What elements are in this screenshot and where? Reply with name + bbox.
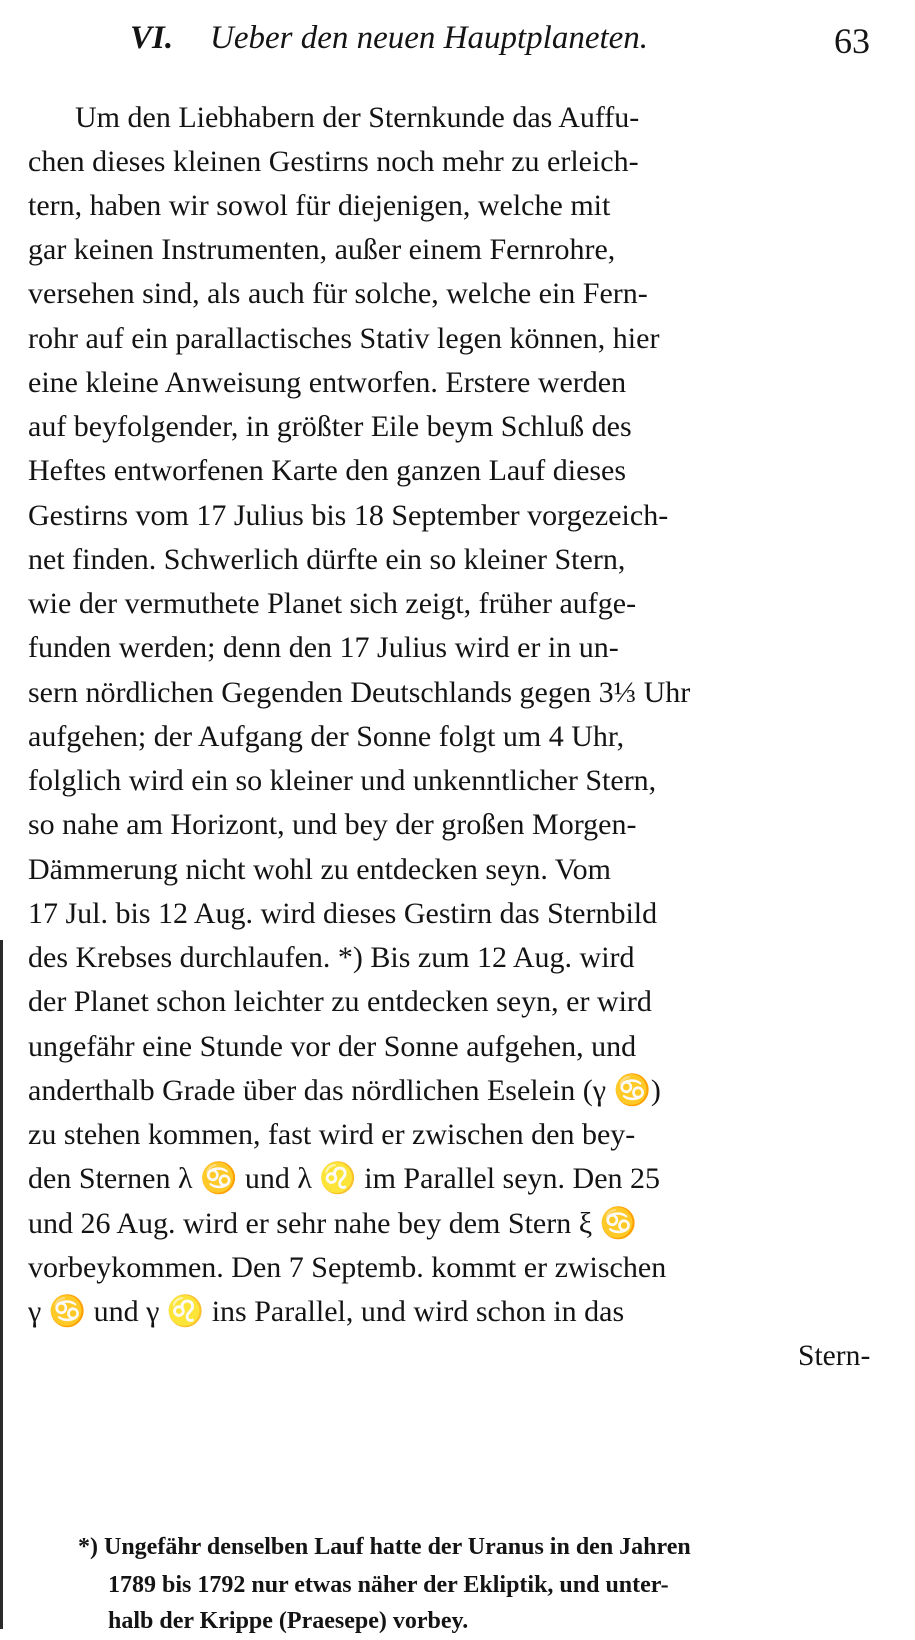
body-line: Heftes entworfenen Karte den ganzen Lauf dieses [28,454,627,487]
body-line: wie der vermuthete Planet sich zeigt, früher aufge- [28,587,637,620]
body-line: sern nördlichen Gegenden Deutschlands gegen 3⅓ Uhr [28,676,691,709]
body-line: funden werden; denn den 17 Julius wird er in un- [28,631,619,664]
footnote-line: halb der Krippe (Praesepe) vorbey. [108,1608,469,1634]
body-line: der Planet schon leichter zu entdecken seyn, er wird [28,985,652,1018]
body-line: eine kleine Anweisung entworfen. Erstere werden [28,366,627,399]
body-line: so nahe am Horizont, und bey der großen Morgen- [28,808,637,841]
body-line: zu stehen kommen, fast wird er zwischen den bey- [28,1118,636,1151]
body-line: ungefähr eine Stunde vor der Sonne aufgehen, und [28,1030,637,1063]
body-line: chen dieses kleinen Gestirns noch mehr zu erleich- [28,145,639,178]
page-number: 63 [834,21,870,61]
body-line: tern, haben wir sowol für diejenigen, welche mit [28,189,611,222]
body-line: vorbeykommen. Den 7 Septemb. kommt er zwischen [28,1251,667,1284]
body-line: des Krebses durchlaufen. *) Bis zum 12 Aug. wird [28,941,635,974]
body-line: auf beyfolgender, in größter Eile beym Schluß des [28,410,632,443]
body-line: rohr auf ein parallactisches Stativ legen können, hier [28,322,660,355]
body-line: aufgehen; der Aufgang der Sonne folgt um 4 Uhr, [28,720,625,753]
body-line: und 26 Aug. wird er sehr nahe bey dem Stern ξ ♋ [28,1207,637,1240]
body-line: versehen sind, als auch für solche, welche ein Fern- [28,277,648,310]
footnote-line: *) Ungefähr denselben Lauf hatte der Uranus in den Jahren [78,1534,691,1560]
body-line: γ ♋ und γ ♌ ins Parallel, und wird schon in das [28,1295,625,1328]
running-head [120,20,870,74]
running-title: Ueber den neuen Hauptplaneten. [210,20,649,56]
page-edge-rule [0,940,3,1629]
body-line: Gestirns vom 17 Julius bis 18 September vorgezeich- [28,499,669,532]
body-line: Um den Liebhabern der Sternkunde das Auffu- [75,101,640,134]
body-line: net finden. Schwerlich dürfte ein so kleiner Stern, [28,543,626,576]
body-line: gar keinen Instrumenten, außer einem Fernrohre, [28,233,616,266]
body-line: Dämmerung nicht wohl zu entdecken seyn. Vom [28,853,611,886]
body-line: den Sternen λ ♋ und λ ♌ im Parallel seyn. Den 25 [28,1162,661,1195]
section-number: VI. [130,20,174,56]
footnote-line: 1789 bis 1792 nur etwas näher der Ekliptik, und unter- [108,1572,669,1598]
body-line: 17 Jul. bis 12 Aug. wird dieses Gestirn das Sternbild [28,897,658,930]
body-line: anderthalb Grade über das nördlichen Eselein (γ ♋) [28,1074,661,1107]
catchword: Stern- [798,1339,871,1372]
body-line: folglich wird ein so kleiner und unkenntlicher Stern, [28,764,657,797]
